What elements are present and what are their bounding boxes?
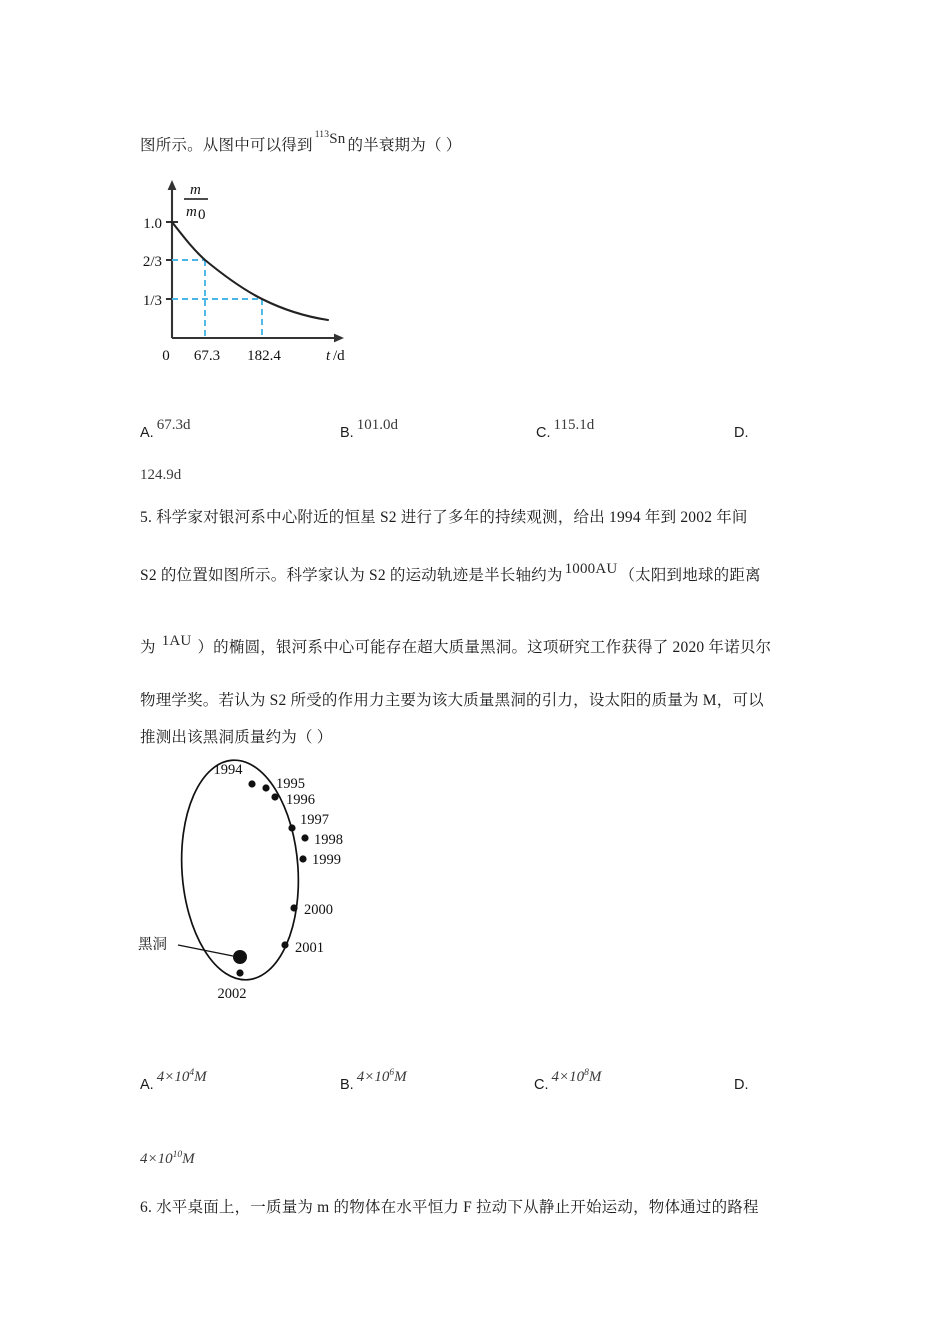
q5-option-c-base: 10 — [569, 1069, 585, 1085]
q5-option-c-letter: C. — [534, 1077, 549, 1093]
q4-option-c-letter: C. — [536, 425, 551, 441]
q5-stem-line-5: 推测出该黑洞质量约为（ ） — [140, 729, 333, 746]
q5-stem-line-1: 5. 科学家对银河系中心附近的恒星 S2 进行了多年的持续观测，给出 1994 年到 2002 年间 — [140, 509, 748, 526]
q5-option-a-times: × — [164, 1069, 175, 1085]
isotope-mass-number: 113 — [314, 130, 330, 140]
marker-label-1997: 1997 — [300, 812, 329, 828]
marker-dot-1997 — [288, 824, 295, 831]
black-hole-label: 黑洞 — [138, 937, 167, 953]
q4-option-c[interactable] — [536, 417, 595, 442]
q5-option-b-value — [354, 1069, 407, 1085]
astronomical-unit-value: 1AU — [161, 633, 192, 649]
black-hole-dot — [233, 950, 247, 964]
y-tick-label-1: 1.0 — [143, 216, 162, 232]
semi-major-axis-value: 1000AU — [564, 561, 618, 577]
marker-label-1996: 1996 — [286, 792, 315, 808]
marker-label-2001: 2001 — [295, 940, 324, 956]
marker-dot-1995 — [262, 784, 269, 791]
q5-stem-line-2 — [140, 561, 761, 584]
q4-option-a-letter: A. — [140, 425, 154, 441]
s2-orbit-figure — [128, 760, 388, 1025]
q5-option-a-value — [154, 1069, 207, 1085]
x-axis-arrow — [334, 334, 344, 343]
q5-stem-line-4: 物理学奖。若认为 S2 所受的作用力主要为该大质量黑洞的引力，设太阳的质量为 M，可以 — [140, 692, 764, 709]
marker-dot-2000 — [290, 904, 297, 911]
decay-curve-path — [172, 222, 328, 320]
q5-option-d-base: 10 — [157, 1151, 173, 1167]
q4-stem-suffix: 的半衰期为（ ） — [347, 137, 462, 154]
x-tick-label-2: 182.4 — [247, 348, 281, 364]
q5-option-b[interactable] — [340, 1068, 407, 1094]
marker-dot-2001 — [281, 941, 288, 948]
q5-option-d-value — [140, 1151, 195, 1167]
marker-dot-1998 — [301, 834, 308, 841]
q5-option-d[interactable] — [734, 1076, 749, 1094]
q4-stem-prefix: 图所示。从图中可以得到 — [140, 137, 313, 154]
marker-label-1998: 1998 — [314, 832, 343, 848]
q5-option-b-exp: 6 — [389, 1068, 395, 1078]
q5-option-b-times: × — [364, 1069, 375, 1085]
q5-option-d-exp: 10 — [172, 1150, 183, 1160]
y-tick-label-3: 1/3 — [142, 293, 162, 309]
q5-option-d-unit: M — [182, 1151, 195, 1167]
q4-option-d-value-wrap[interactable] — [140, 466, 181, 484]
marker-dot-2002 — [236, 969, 243, 976]
q5-option-c-unit: M — [588, 1069, 602, 1085]
q4-option-a-value: 67.3d — [156, 417, 191, 433]
y-tick-label-2: 2/3 — [142, 254, 162, 270]
q5-option-d-times: × — [147, 1151, 158, 1167]
q5-option-d-coef: 4 — [140, 1151, 148, 1167]
q5-option-a-unit: M — [194, 1069, 207, 1085]
x-tick-label-1: 67.3 — [193, 348, 221, 364]
black-hole-leader-line — [178, 945, 233, 956]
q5-line2-text-a: S2 的位置如图所示。科学家认为 S2 的运动轨迹是半长轴约为 — [140, 567, 563, 584]
q5-option-b-base: 10 — [374, 1069, 390, 1085]
y-axis-arrow — [168, 180, 177, 190]
q5-stem-line-3 — [140, 633, 772, 656]
q4-option-d[interactable] — [734, 424, 749, 442]
q4-option-d-letter: D. — [734, 425, 749, 441]
y-axis-label — [184, 182, 208, 223]
q5-option-d-letter: D. — [734, 1077, 749, 1093]
y-axis-label-denominator: m — [186, 204, 197, 220]
q5-option-a-exp: 4 — [189, 1068, 195, 1078]
q5-option-b-unit: M — [394, 1069, 407, 1085]
q5-option-c[interactable] — [534, 1068, 602, 1094]
marker-label-2000: 2000 — [304, 902, 333, 918]
y-axis-label-denominator-sub: 0 — [198, 207, 206, 223]
q5-option-c-value — [549, 1069, 602, 1085]
q4-option-b-value: 101.0d — [356, 417, 398, 433]
decay-curve-svg — [140, 170, 370, 364]
marker-label-1995: 1995 — [276, 776, 305, 792]
marker-dot-1996 — [271, 793, 278, 800]
q4-stem-line — [140, 130, 462, 154]
q5-option-b-letter: B. — [340, 1077, 354, 1093]
q5-option-c-exp: 8 — [584, 1068, 589, 1078]
q5-option-a[interactable] — [140, 1068, 207, 1094]
isotope-sn113 — [313, 131, 348, 147]
x-axis-label-var: t — [326, 348, 331, 364]
decay-curve-figure — [140, 170, 370, 364]
x-axis-label — [326, 348, 345, 364]
x-axis-label-unit: /d — [333, 348, 345, 364]
q4-option-c-value: 115.1d — [553, 417, 595, 433]
q5-option-a-letter: A. — [140, 1077, 154, 1093]
x-origin-label: 0 — [162, 348, 170, 364]
q5-line2-text-b: （太阳到地球的距离 — [619, 567, 761, 584]
marker-label-1999: 1999 — [312, 852, 341, 868]
q5-option-c-times: × — [559, 1069, 570, 1085]
q4-option-a[interactable] — [140, 417, 191, 442]
q4-option-b-letter: B. — [340, 425, 354, 441]
marker-label-2002: 2002 — [217, 986, 247, 1002]
q5-option-d-value-wrap[interactable] — [140, 1150, 195, 1168]
marker-dot-1999 — [299, 855, 306, 862]
q4-option-b[interactable] — [340, 417, 398, 442]
q5-line3-text-a: 为 — [140, 639, 156, 656]
isotope-symbol: Sn — [329, 131, 346, 147]
y-axis-label-numerator: m — [190, 182, 201, 198]
q6-stem-line-1: 6. 水平桌面上，一质量为 m 的物体在水平恒力 F 拉动下从静止开始运动，物体通过的路程 — [140, 1199, 759, 1216]
marker-dot-1994 — [248, 780, 255, 787]
q5-option-a-base: 10 — [174, 1069, 190, 1085]
q4-option-d-value: 124.9d — [140, 467, 182, 483]
year-marker-group — [214, 762, 344, 1002]
q5-option-c-coef: 4 — [551, 1069, 559, 1085]
marker-label-1994: 1994 — [213, 762, 243, 778]
q5-line3-text-b: ）的椭圆，银河系中心可能存在超大质量黑洞。这项研究工作获得了 2020 年诺贝尔 — [197, 639, 772, 656]
q5-option-a-coef: 4 — [156, 1069, 165, 1085]
q5-option-b-coef: 4 — [356, 1069, 365, 1085]
s2-orbit-svg — [128, 760, 388, 1025]
